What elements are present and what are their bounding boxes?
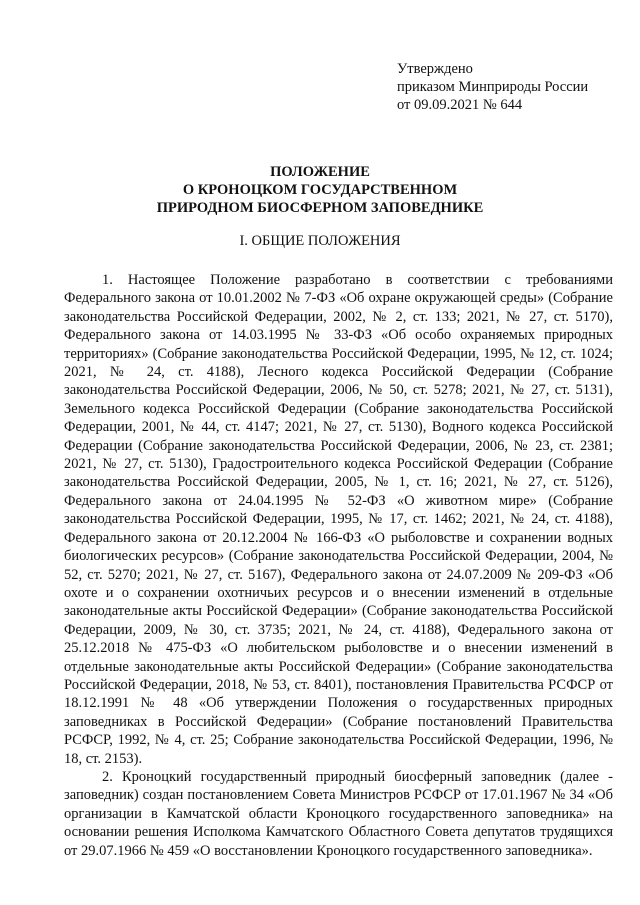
approval-block [397,60,588,114]
paragraph-1: 1. Настоящее Положение разработано в соответствии с требованиями Федерального закона от 10.01.2002 № 7-ФЗ «Об охране окружающей среды» (Собрание законодательства Российской Федерации, 2002, № 2, ст. 133; 2021, № 27, ст. 5170), Федерального закона от 14.03.1995 № 33-ФЗ «Об особо охраняемых природных территориях» (Собрание законодательства Российской Федерации, 1995, № 12, ст. 1024; 2021, № 24, ст. 4188), Лесного кодекса Российской Федерации (Собрание законодательства Российской Федерации, 2006, № 50, ст. 5278; 2021, № 27, ст. 5131), Земельного кодекса Российской Федерации (Собрание законодательства Российской Федерации, 2001, № 44, ст. 4147; 2021, № 27, ст. 5130), Водного кодекса Российской Федерации (Собрание законодательства Российской Федерации, 2006, № 23, ст. 2381; 2021, № 27, ст. 5130), Градостроительного кодекса Российской Федерации (Собрание законодательства Российской Федерации, 2005, № 1, ст. 16; 2021, № 27, ст. 5126), Федерального закона от 24.04.1995 № 52-ФЗ «О животном мире» (Собрание законодательства Российской Федерации, 1995, № 17, ст. 1462; 2021, № 24, ст. 4188), Федерального закона от 20.12.2004 № 166-ФЗ «О рыболовстве и сохранении водных биологических ресурсов» (Собрание законодательства Российской Федерации, 2004, № 52, ст. 5270; 2021, № 27, ст. 5167), Федерального закона от 24.07.2009 № 209-ФЗ «Об охоте и о сохранении охотничьих ресурсов и о внесении изменений в отдельные законодательные акты Российской Федерации» (Собрание законодательства Российской Федерации, 2009, № 30, ст. 3735; 2021, № 24, ст. 4188), Федерального закона от 25.12.2018 № 475-ФЗ «О любительском рыболовстве и о внесении изменений в отдельные законодательные акты Российской Федерации» (Собрание законодательства Российской Федерации, 2018, № 53, ст. 8401), постановления Правительства РСФСР от 18.12.1991 № 48 «Об утверждении Положения о государственных природных заповедниках в Российской Федерации» (Собрание постановлений Правительства РСФСР, 1992, № 4, ст. 25; Собрание законодательства Российской Федерации, 1996, № 18, ст. 2153). [64,272,613,767]
document-body [64,271,613,860]
approval-line-date-number: от 09.09.2021 № 644 [397,97,523,113]
title-line-2: О КРОНОЦКОМ ГОСУДАРСТВЕННОМ [182,182,458,198]
title-line-3: ПРИРОДНОМ БИОСФЕРНОМ ЗАПОВЕДНИКЕ [156,200,484,216]
approval-line-order: приказом Минприроды России [397,79,589,95]
approval-line-approved: Утверждено [397,61,473,77]
document-title [0,163,640,217]
section-heading: I. ОБЩИЕ ПОЛОЖЕНИЯ [239,233,401,249]
paragraph-2: 2. Кроноцкий государственный природный биосферный заповедник (далее - заповедник) создан постановлением Совета Министров РСФСР от 17.01.1967 № 34 «Об организации в Камчатской области Кроноцкого государственного заповедника» на основании решения Исполкома Камчатского Областного Совета депутатов трудящихся от 29.07.1966 № 459 «О восстановлении Кроноцкого государственного заповедника». [64,768,613,859]
title-line-1: ПОЛОЖЕНИЕ [270,164,370,180]
